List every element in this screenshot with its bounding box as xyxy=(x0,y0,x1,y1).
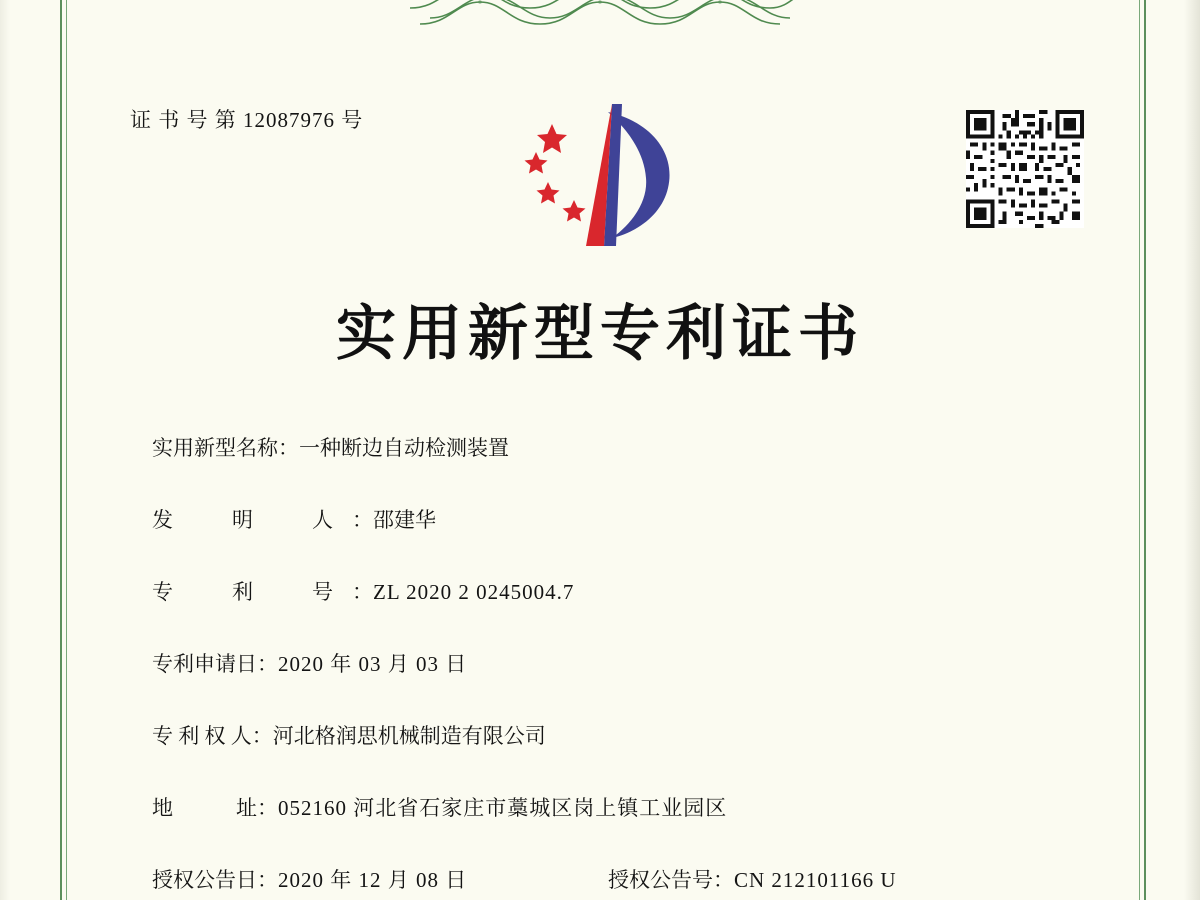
field-value-patent-number: ZL 2020 2 0245004.7 xyxy=(373,580,575,604)
field-patentee xyxy=(152,720,1092,792)
field-value-application-date: 2020 年 03 月 03 日 xyxy=(278,652,468,676)
field-application-date xyxy=(152,648,1092,720)
field-label-patent-number: 专 利 号 xyxy=(152,580,352,604)
field-label-inventor: 发 明 人 xyxy=(152,508,352,532)
field-label-grant-date: 授权公告日 xyxy=(152,868,257,892)
field-inventor xyxy=(152,504,1092,576)
ornamental-top-band xyxy=(410,0,810,30)
field-value-grant-date: 2020 年 12 月 08 日 xyxy=(278,868,468,892)
page-edge-shading-right xyxy=(1184,0,1200,900)
field-value-inventor: 邵建华 xyxy=(373,508,436,532)
field-colon: ： xyxy=(713,868,734,892)
field-label-address: 地 址 xyxy=(152,796,257,820)
certificate-fields xyxy=(152,432,1092,900)
field-value-patentee: 河北格润思机械制造有限公司 xyxy=(272,724,546,748)
field-colon: ： xyxy=(352,580,373,604)
grant-announcement-number-group xyxy=(608,864,897,894)
field-colon: ： xyxy=(257,652,278,676)
field-value-grant-number: CN 212101166 U xyxy=(734,868,897,892)
field-value-address: 052160 河北省石家庄市藁城区岗上镇工业园区 xyxy=(278,796,728,820)
field-colon: ： xyxy=(257,868,278,892)
field-colon: ： xyxy=(251,724,273,748)
field-colon: ： xyxy=(352,508,373,532)
field-colon: ： xyxy=(278,436,299,460)
field-utility-model-name xyxy=(152,432,1092,504)
field-colon: ： xyxy=(257,796,278,820)
certificate-number: 证 书 号 第 12087976 号 xyxy=(130,108,364,132)
field-label-utility-model-name: 实用新型名称 xyxy=(152,436,278,460)
page-edge-shading-left xyxy=(0,0,10,900)
field-label-patentee: 专 利 权 人 xyxy=(152,724,252,748)
cnipa-logo xyxy=(512,96,692,256)
page-title: 实用新型专利证书 xyxy=(336,299,864,369)
field-patent-number xyxy=(152,576,1092,648)
field-label-application-date: 专利申请日 xyxy=(152,652,257,676)
qr-code xyxy=(966,110,1084,228)
field-grant-announcement xyxy=(152,864,1092,900)
field-label-grant-number: 授权公告号 xyxy=(608,868,713,892)
field-address xyxy=(152,792,1092,864)
field-value-utility-model-name: 一种断边自动检测装置 xyxy=(299,436,509,460)
